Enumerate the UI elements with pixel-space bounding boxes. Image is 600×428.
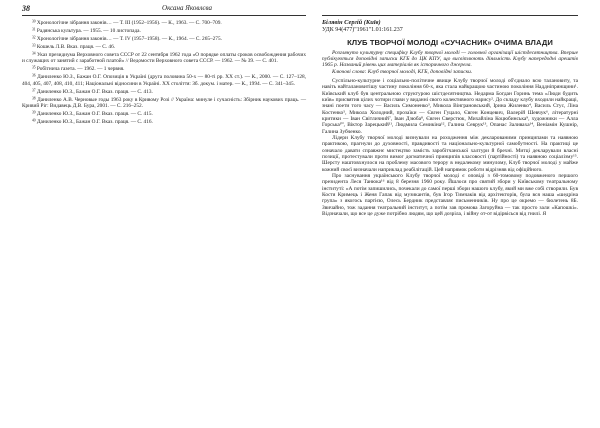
endnote-text: Даниленко Ю.З., Бажан О.Г. Вказ. праця. — С. 413. [36,88,153,95]
article-keywords [322,69,578,75]
endnote-number: 39 [32,110,36,115]
keywords-label: Ключові слова: [332,68,367,75]
endnote-number: 31 [32,27,36,32]
article-column [322,19,578,217]
endnote-number: 30 [32,19,36,24]
endnote [22,20,306,26]
endnote-number: 33 [32,43,36,48]
endnote-text: Даниленко Ю.З., Бажан О.Г. Вказ. праця. — С. 416. [36,119,153,126]
endnote-number: 32 [32,35,36,40]
endnote-text: Даниленко Ю.З., Бажан О.Г. Опозиція в Україні (друга половина 50-х — 80-ті рр. ХХ ст.). — К., 2000. — С. 127–128, 404, 405, 407, 408, 410, 411; Національні відносини в Україні. ХХ століття: Зб. докум. і матер. — К., 1994. — С. 341–345. [22,74,306,87]
endnotes-column [22,20,306,127]
endnote-text: Хронологічне зібрання законів… — Т. IV (1957–1958). — К., 1964. — С. 265–275. [36,36,222,42]
body-paragraph: Суспільно-культурне і соціально-політичне явище Клубу творчої молоді об'єднало всю талановиту, та навіть найталановитішу частину покоління 60-х, яка стала найкращою частиною покоління Наддніпрянщини¹. Київський клуб був центральною структурою шістдесятництва. Недарма Богдан Горинь тема «Люди будить київ» присвятив цілих чотири глави у виданні свого колективного нарису². До складу клубу входили найкращі, знані поети того часу — Василь Симоненко³, Микола Вінграновський, Ірина Жиленко⁴, Василь Стус, Ліна Костенко⁵, Микола Холодний, прозаїки — Євген Гуцало, Євген Концевич, Валерій Шевчук⁶, літературні критики — Іван Світличний⁷, Іван Дзюба⁸, Євген Сверстюк, Михайліна Коцюбинська⁹, художники — Алла Горська¹⁰, Віктор Зарецький¹¹, Людмила Семикіна¹², Галина Севрук¹³, Опанас Заливаха¹⁴, Веніамін Кушнір, Галина Зубченко. [322,77,578,135]
endnote-text: Хронологічне зібрання законів… — Т. III (1952–1956). — К., 1963. — С. 700–709. [36,20,222,26]
body-paragraph: Про заснування українського Клубу творчої молоді є оповіді з 60-томовому подовженого першого президента Леся Танюка¹⁶ від 8 березня 1960 року. Йшлося про святий збори у Київському театральному інституті: «А потім запишились, почекали до самої перші збори нашого клубу, який ми вже собі створили. Був Костя Кримець і Женя Гапак від музикантів, був Ігор Тимчаків від архітекторів, була вся наша «шедріна група» з якогось партією, Олесь Бердник представляє письменників. Ну про це окремо — бюлетень 8Б. Звичайно, тож задання театральний інститут, а потім зав промова Загоруйна — так просто зали «Капошкі». Відзначали, що все це дуже потрібно людям, що цей дозріла, і війну от-от відірвісься від гнилі. Я [322,173,578,218]
endnote-number: 40 [32,118,36,123]
page-number: 38 [22,4,30,13]
endnote-text: Даниленко Ю.З., Бажан О.Г. Вказ. праця. — С. 415. [36,111,153,118]
endnote [22,89,306,95]
endnote-text: Радянська культура. — 1955. — 10 листопада. [36,28,141,34]
article-abstract: Розглянуто культурну специфіку Клубу творчої молоді — головної організації шістдесятництва. Вперше публікуються доповідні записки КГБ до ЦК КПУ, що висвітлюють діяльність Клубу напередодні арештів 1965 р. Названий рівень цих матеріалів як історичного джерела. [322,49,578,69]
endnote [22,111,306,117]
keywords-text: Клуб творчої молоді, КГБ, доповідні записки. [367,68,473,75]
endnote [22,36,306,42]
endnote [22,97,306,110]
article-author: Білявін Сергій (Київ) [322,19,381,26]
udc-code: УДК 94(477)"1961"1.01:161.237 [322,27,403,33]
endnote-text: Указ президиума Верховного совета СССР от 22 сентября 1962 года «О порядке оплаты сроков освобождения рабочих и служащих от занятий с заработной платой» // Ведомости Верховного совета СССР. — 1962. — № 39. — С. 401. [22,52,307,65]
header-rule-left [22,15,306,16]
endnote-text: Робітнича газета. — 1962. — 1 червня. [36,66,125,73]
endnote [22,28,306,34]
header-rule-right [322,15,578,16]
endnote [22,66,306,72]
body-paragraph: Лідери Клубу творчої молоді визнували на роходження між декларованими принципами та наявною практикою, прагнули до духовності, правдивості та національно-культурної самобутності. На практиці це означало давати справжнє мистецтво замість заробітчанської халтури й брехні. Митці декларували власні позиції, протестували проти вимог догматичної принципів класовості (партійності) та наявною соціалізму¹⁵. Шерсту наштовхнулося на проблему масового терору в недалекому минулому, Клуб творчої молоді у майже кожний своєї визначали наприклад реабілітацій. Цей напрямок роботи відрізняв від офіційного. [322,134,578,173]
endnote [22,52,306,65]
endnote [22,44,306,50]
endnote-number: 36 [32,73,36,78]
article-title: КЛУБ ТВОРЧОЇ МОЛОДІ «СУЧАСНИК» ОЧИМА ВЛАДИ [347,37,553,47]
endnote-number: 37 [32,88,36,93]
endnote [22,74,306,87]
endnote-number: 38 [32,96,36,101]
endnote-number: 35 [32,65,36,70]
endnote [22,119,306,125]
endnote-text: Даниленко А.В. Черновые годы 1963 року в Кривому Розі // Україна: минуле і сучасність: Збірник наукових праць. — Кривий Ріг: Видавець Д.В. Бура, 2001. — С. 216–252. [22,96,307,110]
endnote-text: Кошель Л.В. Вказ. праця. — С. 46. [36,44,116,50]
running-head: Оксана Яковлєва [162,4,212,12]
endnote-number: 34 [32,51,36,56]
